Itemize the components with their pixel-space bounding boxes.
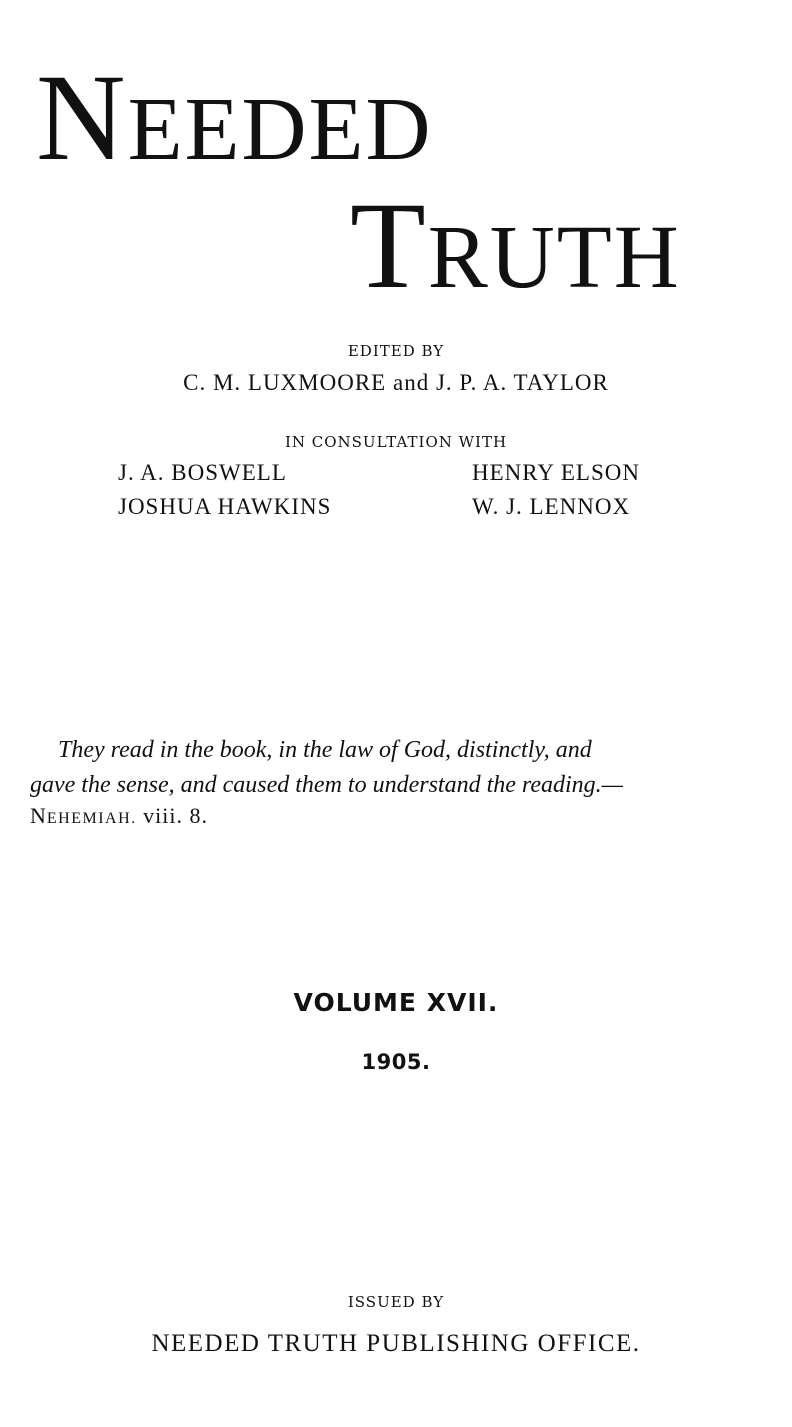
consultant-name: JOSHUA HAWKINS: [118, 494, 332, 519]
consultant-name: HENRY ELSON: [472, 460, 640, 485]
title-word-truth: [350, 177, 681, 314]
epigraph-reference: [30, 803, 208, 829]
ref-initial: N: [30, 803, 47, 828]
consultant-name: J. A. BOSWELL: [118, 460, 287, 485]
issued-by-label: ISSUED BY: [347, 1293, 445, 1311]
publication-year: 1905.: [361, 1050, 431, 1074]
epigraph-line-2: gave the sense, and caused them to understand the reading.—: [30, 772, 624, 798]
ref-verse: viii. 8.: [143, 803, 208, 828]
publisher-name: NEEDED TRUTH PUBLISHING OFFICE.: [151, 1330, 641, 1357]
consultation-label: IN CONSULTATION WITH: [284, 433, 508, 451]
ref-book: EHEMIAH.: [46, 810, 137, 827]
volume-number: VOLUME XVII.: [293, 988, 499, 1017]
epigraph-line-1: They read in the book, in the law of God, distinctly, and: [58, 737, 592, 763]
title-truth-rest: RUTH: [427, 208, 681, 307]
editors-line: C. M. LUXMOORE and J. P. A. TAYLOR: [183, 370, 609, 395]
title-needed-initial: N: [36, 49, 128, 186]
consultant-name: W. J. LENNOX: [472, 494, 631, 519]
title-truth-initial: T: [350, 177, 428, 314]
edited-by-label: EDITED BY: [347, 342, 445, 360]
title-word-needed: [36, 49, 433, 186]
title-needed-rest: EEDED: [127, 80, 433, 179]
